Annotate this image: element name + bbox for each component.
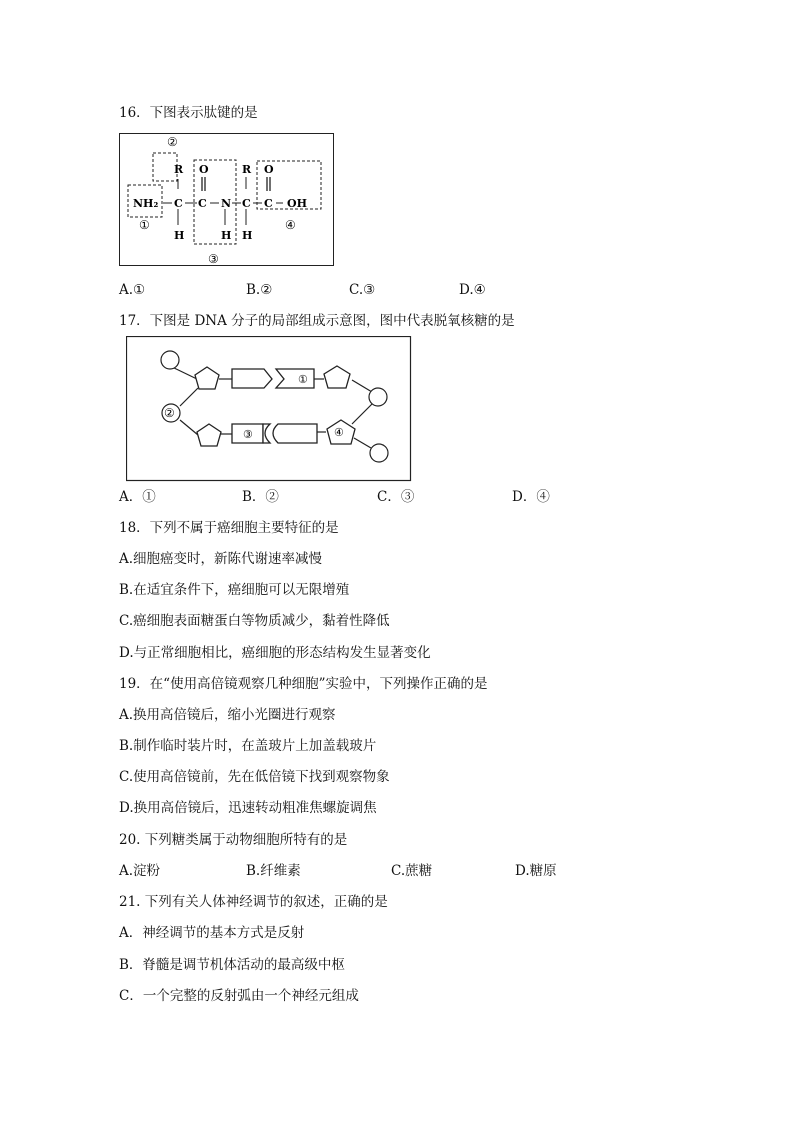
label-1: ① xyxy=(139,218,150,232)
question-17-stem: 17．下图是 DNA 分子的局部组成示意图，图中代表脱氧核糖的是 xyxy=(119,313,515,329)
q16-option-d[interactable]: D.④ xyxy=(459,282,486,298)
label-3: ③ xyxy=(208,252,219,266)
q20-option-a[interactable]: A.淀粉 xyxy=(119,863,161,879)
label-4: ④ xyxy=(285,218,296,232)
q17-option-c[interactable]: C．③ xyxy=(377,489,415,505)
oxygen-2: O xyxy=(264,163,274,176)
question-16-stem: 16．下图表示肽键的是 xyxy=(119,105,258,121)
q18-option-b[interactable]: B.在适宜条件下，癌细胞可以无限增殖 xyxy=(119,582,350,598)
nitrogen: N xyxy=(221,197,232,210)
q17-option-a[interactable]: A．① xyxy=(119,489,156,505)
carbon-4: C xyxy=(264,197,273,210)
q21-option-a[interactable]: A．神经调节的基本方式是反射 xyxy=(119,925,305,941)
q19-option-b[interactable]: B.制作临时装片时，在盖玻片上加盖载玻片 xyxy=(119,738,377,754)
question-19-stem: 19．在“使用高倍镜观察几种细胞”实验中，下列操作正确的是 xyxy=(119,676,488,692)
r-group-1: R xyxy=(174,163,184,176)
question-21-stem: 21. 下列有关人体神经调节的叙述，正确的是 xyxy=(119,894,388,910)
q19-option-c[interactable]: C.使用高倍镜前，先在低倍镜下找到观察物象 xyxy=(119,769,390,785)
q20-option-c[interactable]: C.蔗糖 xyxy=(391,863,433,879)
q16-option-c[interactable]: C.③ xyxy=(349,282,376,298)
question-20-stem: 20. 下列糖类属于动物细胞所特有的是 xyxy=(119,832,348,848)
q18-option-d[interactable]: D.与正常细胞相比，癌细胞的形态结构发生显著变化 xyxy=(119,645,431,661)
q21-option-c[interactable]: C．一个完整的反射弧由一个神经元组成 xyxy=(119,988,359,1004)
dna-label-2: ② xyxy=(164,406,175,420)
q16-option-a[interactable]: A.① xyxy=(119,282,146,298)
dna-label-4: ④ xyxy=(334,426,344,439)
dna-label-1: ① xyxy=(298,373,308,386)
question-18-stem: 18．下列不属于癌细胞主要特征的是 xyxy=(119,520,339,536)
hydrogen-2: H xyxy=(221,229,232,242)
q21-option-b[interactable]: B．脊髓是调节机体活动的最高级中枢 xyxy=(119,957,345,973)
label-2: ② xyxy=(167,135,178,149)
oxygen-1: O xyxy=(199,163,209,176)
q17-option-d[interactable]: D．④ xyxy=(512,489,550,505)
q19-option-d[interactable]: D.换用高倍镜后，迅速转动粗准焦螺旋调焦 xyxy=(119,800,377,816)
q17-option-b[interactable]: B．② xyxy=(242,489,279,505)
q19-option-a[interactable]: A.换用高倍镜后，缩小光圈进行观察 xyxy=(119,707,336,723)
amino-group: NH₂ xyxy=(133,197,159,210)
hydrogen-3: H xyxy=(242,229,253,242)
hydrogen-1: H xyxy=(174,229,185,242)
q16-option-b[interactable]: B.② xyxy=(246,282,273,298)
carbon-2: C xyxy=(198,197,207,210)
q20-option-b[interactable]: B.纤维素 xyxy=(246,863,301,879)
q18-option-a[interactable]: A.细胞癌变时，新陈代谢速率减慢 xyxy=(119,551,323,567)
carbon-1: C xyxy=(174,197,183,210)
peptide-structure-figure xyxy=(119,133,335,268)
carbon-3: C xyxy=(242,197,251,210)
dna-label-3: ③ xyxy=(243,428,253,441)
r-group-2: R xyxy=(242,163,252,176)
hydroxyl-group: OH xyxy=(287,197,307,210)
q20-option-d[interactable]: D.糖原 xyxy=(515,863,557,879)
q18-option-c[interactable]: C.癌细胞表面糖蛋白等物质减少，黏着性降低 xyxy=(119,613,390,629)
dna-structure-figure xyxy=(126,336,412,482)
